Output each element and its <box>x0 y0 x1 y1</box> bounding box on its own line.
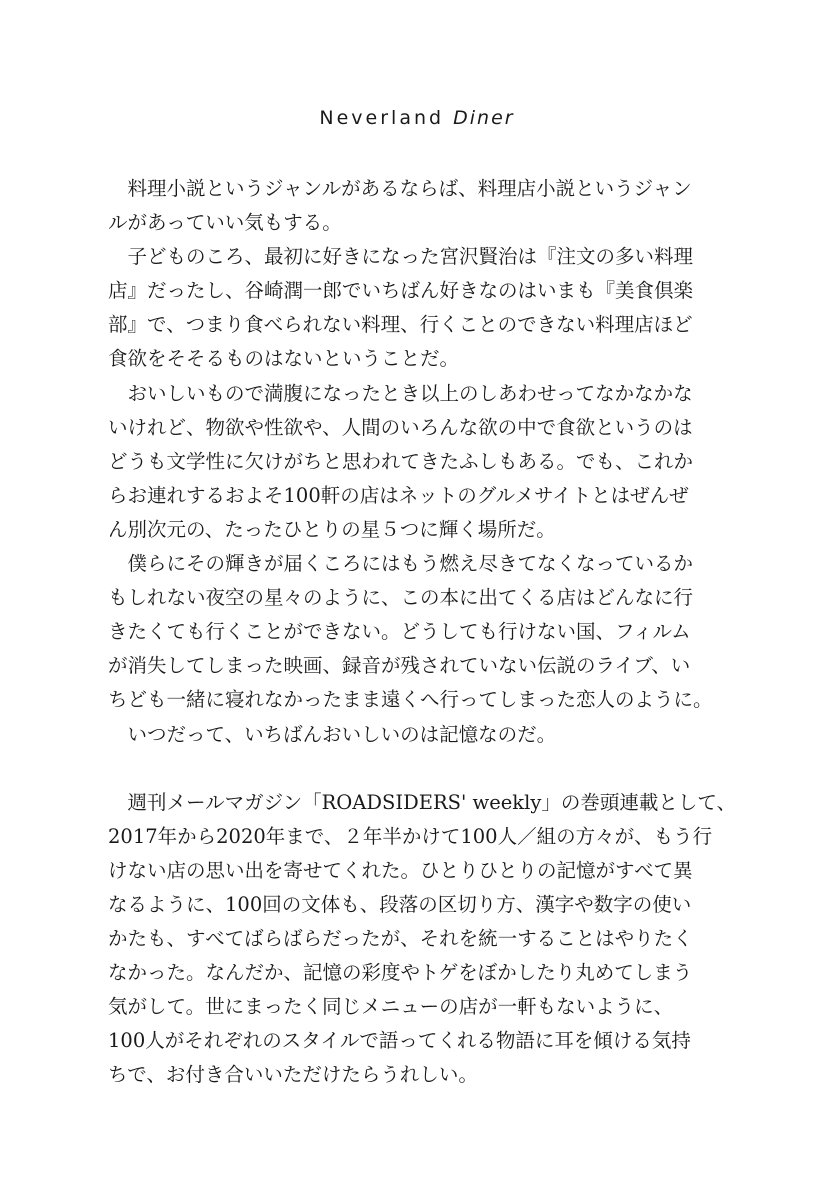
text-line: ちども一緒に寝れなかったまま遠くへ行ってしまった恋人のように。 <box>108 688 713 712</box>
text-line: なるように、100回の文体も、段落の区切り方、漢字や数字の使い <box>108 892 692 916</box>
text-line: きたくても行くことができない。どうしても行けない国、フィルム <box>108 620 691 644</box>
text-line: 店』だったし、谷崎潤一郎でいちばん好きなのはいまも『美食倶楽 <box>108 279 694 303</box>
text-line: が消失してしまった映画、録音が残されていない伝説のライブ、い <box>108 654 691 678</box>
paragraph-3 <box>108 377 728 547</box>
text-line: いつだって、いちばんおいしいのは記憶なのだ。 <box>108 722 557 746</box>
paragraph-4 <box>108 547 728 717</box>
text-line: 料理小説というジャンルがあるならば、料理店小説というジャン <box>108 177 692 200</box>
text-line: らお連れするおよそ100軒の店はネットのグルメサイトとはぜんぜ <box>108 483 689 507</box>
title-main: Neverland <box>319 107 445 129</box>
paragraph-1 <box>108 172 728 240</box>
text-line: どうも文学性に欠けがちと思われてきたふしもある。でも、これか <box>108 449 694 473</box>
section-gap <box>108 752 728 786</box>
text-line: いけれど、物欲や性欲や、人間のいろんな欲の中で食欲というのは <box>108 415 693 439</box>
body-text <box>108 172 736 1093</box>
text-line: けない店の思い出を寄せてくれた。ひとりひとりの記憶がすべて異 <box>108 858 693 882</box>
text-line: 部』で、つまり食べられない料理、行くことのできない料理店ほど <box>108 313 693 337</box>
paragraph-5 <box>108 718 728 752</box>
text-line: もしれない夜空の星々のように、この本に出てくる店はどんなに行 <box>108 586 694 610</box>
text-line: おいしいもので満腹になったとき以上のしあわせってなかなかな <box>108 381 693 405</box>
paragraph-2 <box>108 240 728 376</box>
text-line: 気がして。世にまったく同じメニューの店が一軒もないように、 <box>108 995 674 1019</box>
text-line: かたも、すべてばらばらだったが、それを統一することはやりたく <box>108 927 693 951</box>
paragraph-6 <box>108 786 736 1093</box>
text-line: なかった。なんだか、記憶の彩度やトゲをぼかしたり丸めてしまう <box>108 961 693 985</box>
text-line: 2017年から2020年まで、２年半かけて100人／組の方々が、もう行 <box>108 824 713 848</box>
title-italic: Diner <box>453 107 515 129</box>
text-line: 僕らにその輝きが届くころにはもう燃え尽きてなくなっているか <box>108 552 694 576</box>
text-line: 子どものころ、最初に好きになった宮沢賢治は『注文の多い料理 <box>108 245 694 269</box>
text-line: 食欲をそそるものはないということだ。 <box>108 347 460 371</box>
text-line: ちで、お付き合いいただけたらうれしい。 <box>108 1063 478 1087</box>
text-line: 週刊メールマガジン「ROADSIDERS' weekly」の巻頭連載として、 <box>108 790 736 814</box>
text-line: 100人がそれぞれのスタイルで語ってくれる物語に耳を傾ける気持 <box>108 1029 691 1053</box>
text-line: ん別次元の、たったひとりの星５つに輝く場所だ。 <box>108 517 556 541</box>
page-title <box>0 107 834 129</box>
text-line: ルがあっていい気もする。 <box>108 211 342 235</box>
